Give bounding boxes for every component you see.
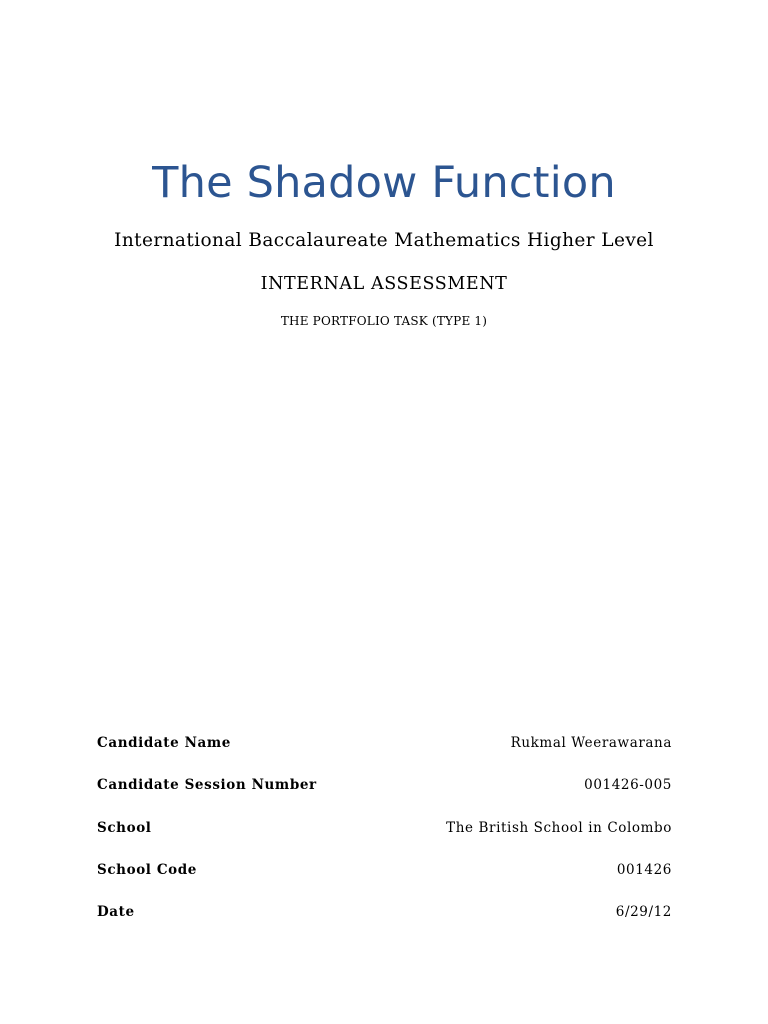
- detail-label: School Code: [97, 861, 197, 878]
- detail-row-school-code: [97, 860, 672, 902]
- detail-label: Candidate Name: [97, 735, 231, 751]
- detail-row-date: [97, 902, 672, 944]
- candidate-details: [97, 733, 672, 944]
- detail-value: Rukmal Weerawarana: [510, 735, 672, 751]
- assessment-heading: INTERNAL ASSESSMENT: [260, 274, 508, 294]
- detail-value: 001426-005: [584, 777, 672, 794]
- detail-label: School: [97, 819, 152, 836]
- detail-row-session-number: [97, 775, 672, 817]
- detail-label: Candidate Session Number: [97, 777, 317, 794]
- document-title: The Shadow Function: [152, 158, 616, 208]
- task-type: THE PORTFOLIO TASK (TYPE 1): [280, 314, 488, 328]
- detail-value: 001426: [616, 861, 672, 878]
- detail-value: The British School in Colombo: [446, 819, 672, 836]
- document-subtitle: International Baccalaureate Mathematics Higher Level: [114, 230, 654, 251]
- detail-label: Date: [97, 904, 135, 921]
- detail-value: 6/29/12: [615, 904, 672, 921]
- detail-row-candidate-name: [97, 733, 672, 775]
- detail-row-school: [97, 818, 672, 860]
